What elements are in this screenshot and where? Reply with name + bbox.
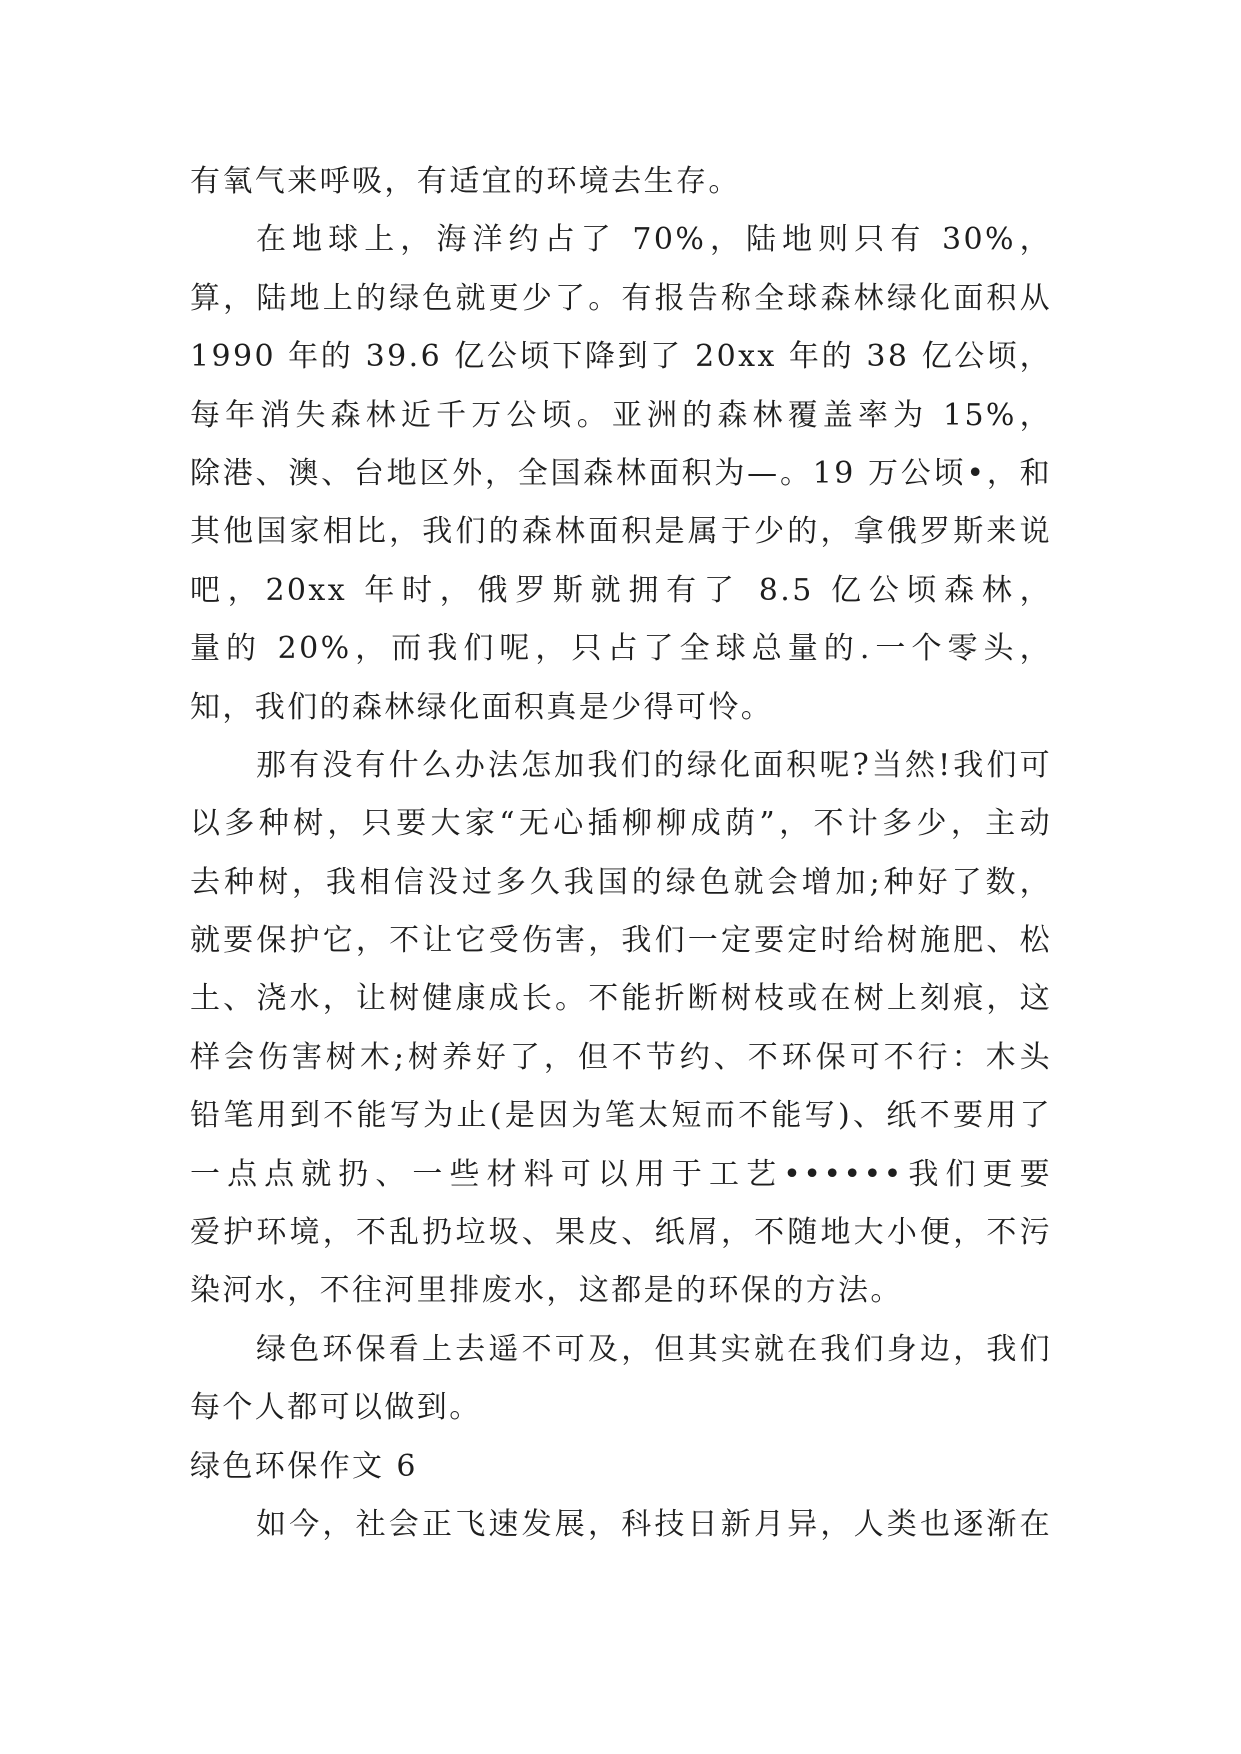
paragraph-line: 铅笔用到不能写为止(是因为笔太短而不能写)、纸不要用了 [190,1098,1052,1134]
paragraph-line: 1990 年的 39.6 亿公顷下降到了 20xx 年的 38 亿公顷， [190,339,1052,375]
paragraph-line: 每年消失森林近千万公顷。亚洲的森林覆盖率为 15%， [190,397,1052,433]
document-body [190,153,1052,1554]
paragraph-line: 染河水，不往河里排废水，这都是的环保的方法。 [190,1273,903,1309]
paragraph-line: 在地球上，海洋约占了 70%，陆地则只有 30%， [256,222,1052,258]
paragraph-line: 土、浇水，让树健康成长。不能折断树枝或在树上刻痕，这 [190,981,1052,1017]
paragraph-line: 每个人都可以做到。 [190,1390,482,1426]
paragraph-line: 算，陆地上的绿色就更少了。有报告称全球森林绿化面积从 [190,280,1052,316]
paragraph-line: 就要保护它，不让它受伤害，我们一定要定时给树施肥、松 [190,923,1052,959]
paragraph-line: 样会伤害树木;树养好了，但不节约、不环保可不行：木头 [190,1039,1052,1075]
paragraph-line: 那有没有什么办法怎加我们的绿化面积呢?当然!我们可 [256,747,1052,783]
paragraph-line: 如今，社会正飞速发展，科技日新月异，人类也逐渐在 [256,1506,1052,1542]
paragraph-line: 吧，20xx 年时，俄罗斯就拥有了 8.5 亿公顷森林， [190,572,1052,608]
paragraph-line: 绿色环保看上去遥不可及，但其实就在我们身边，我们 [256,1331,1052,1367]
paragraph-line: 其他国家相比，我们的森林面积是属于少的，拿俄罗斯来说 [190,514,1052,550]
paragraph-line: 除港、澳、台地区外，全国森林面积为—。19 万公顷•，和 [190,455,1052,491]
paragraph-line: 知，我们的森林绿化面积真是少得可怜。 [190,689,774,725]
paragraph-line: 去种树，我相信没过多久我国的绿色就会增加;种好了数， [190,864,1052,900]
paragraph-line: 一点点就扔、一些材料可以用于工艺••••••我们更要 [190,1156,1052,1192]
paragraph-line: 有氧气来呼吸，有适宜的环境去生存。 [190,164,741,199]
paragraph-line: 以多种树，只要大家“无心插柳柳成荫”，不计多少，主动 [190,806,1052,842]
paragraph-line: 爱护环境，不乱扔垃圾、果皮、纸屑，不随地大小便，不污 [190,1215,1052,1251]
paragraph-line: 量的 20%，而我们呢，只占了全球总量的.一个零头， [190,631,1052,667]
section-heading: 绿色环保作文 6 [190,1448,418,1484]
